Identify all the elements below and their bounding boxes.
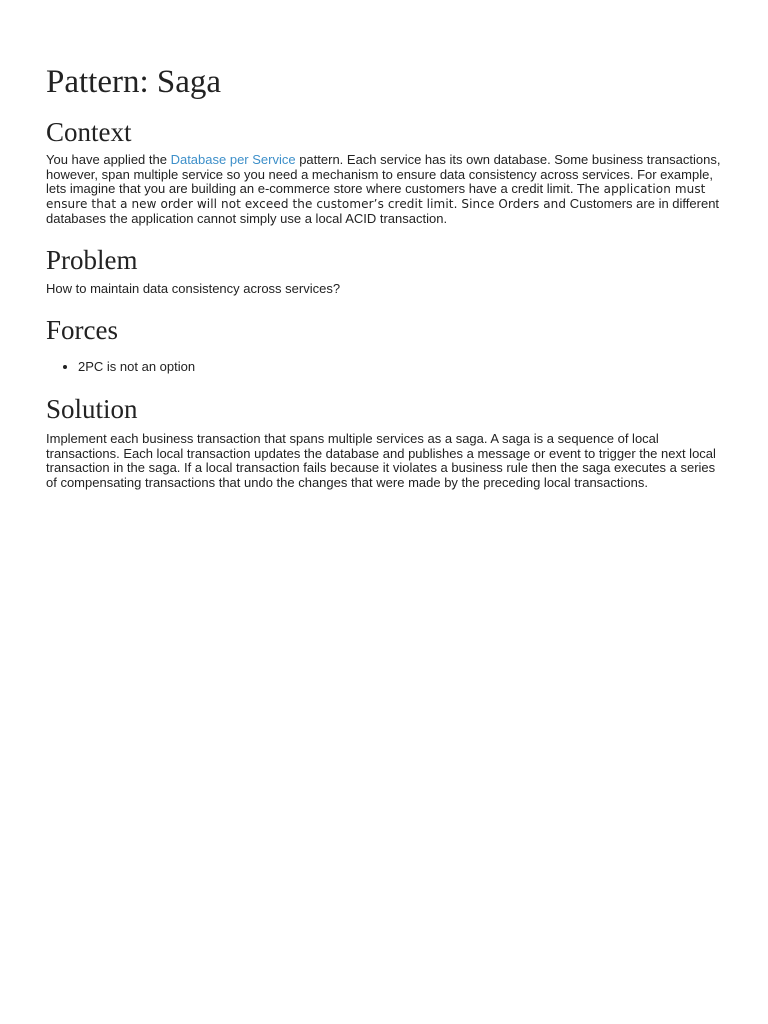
problem-paragraph: How to maintain data consistency across services?: [46, 280, 341, 296]
forces-heading: Forces: [46, 315, 118, 346]
solution-heading: Solution: [46, 393, 138, 424]
context-heading: Context: [46, 117, 132, 147]
forces-list-item: • 2PC is not an option: [78, 360, 722, 375]
forces-list: [46, 360, 722, 375]
context-text-start: You have applied the: [46, 152, 171, 167]
page-title: Pattern: Saga: [46, 64, 222, 100]
database-per-service-link[interactable]: Database per Service: [170, 152, 296, 167]
context-text-middle: pattern. Each service has its own database. Some business transactions, however, span multiple service so you need a mechanism to ensure data consistency across services. For example, lets imagine that you are building an e-commerce store where customers have a credit limit.: [46, 152, 721, 197]
document-page: [46, 0, 722, 491]
context-text-condensed: The application must ensure that a new order will not exceed the customer’s credit limit. Since Orders and: [46, 182, 706, 212]
solution-paragraph: Implement each business transaction that spans multiple services as a saga. A saga is a sequence of local transactions. Each local transaction updates the database and publishes a message or event to trigger the next local transaction in the saga. If a local transaction fails because it violates a business rule then the saga executes a series of compensating transactions that undo the changes that were made by the preceding local transactions.: [46, 430, 716, 491]
problem-heading: Problem: [46, 244, 138, 275]
context-text-end: Customers are in different databases the application cannot simply use a local ACID transaction.: [46, 196, 720, 226]
context-paragraph: [46, 153, 722, 227]
